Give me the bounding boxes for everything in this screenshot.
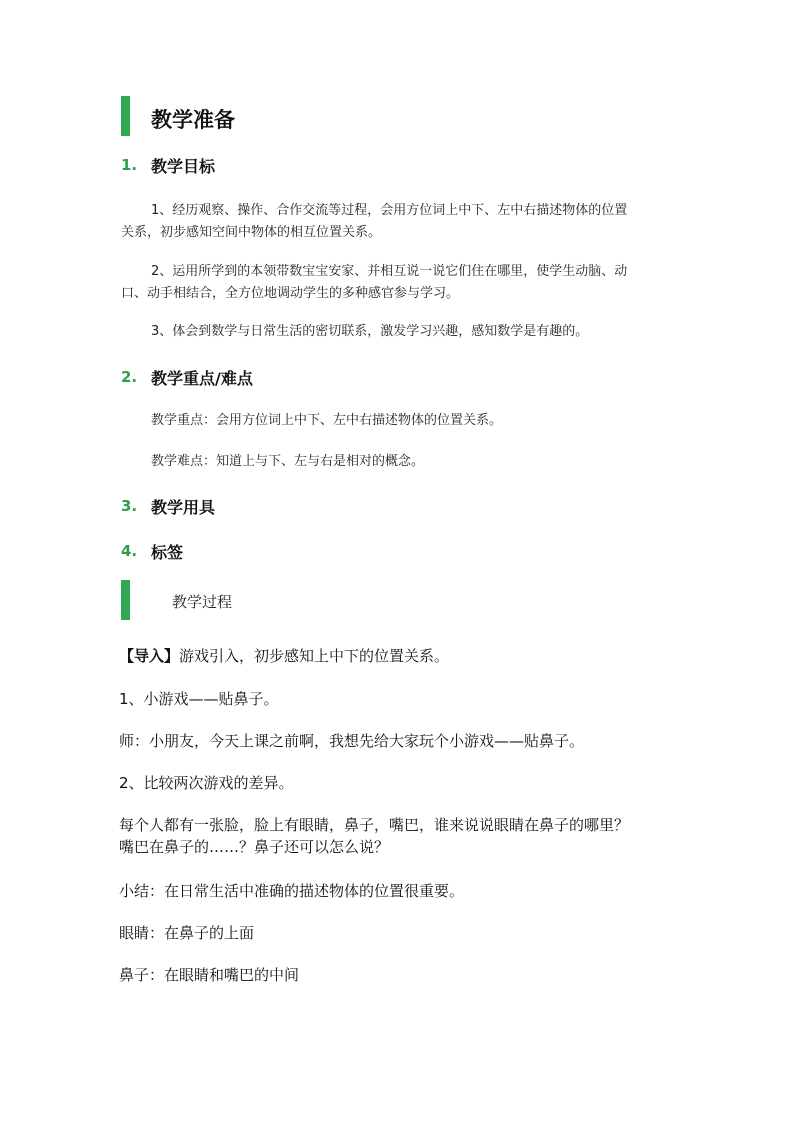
item-number: 3. bbox=[121, 497, 138, 515]
process-line: 师：小朋友，今天上课之前啊，我想先给大家玩个小游戏——贴鼻子。 bbox=[119, 732, 585, 750]
intro-line bbox=[119, 645, 449, 666]
objective-line: 关系，初步感知空间中物体的相互位置关系。 bbox=[121, 225, 382, 240]
process-line: 2、比较两次游戏的差异。 bbox=[119, 774, 294, 792]
item-title-keypoints: 教学重点/难点 bbox=[151, 369, 253, 388]
intro-label: 【导入】 bbox=[119, 647, 180, 665]
process-line: 眼睛：在鼻子的上面 bbox=[119, 924, 255, 942]
objective-line: 口、动手相结合，全方位地调动学生的多种感官参与学习。 bbox=[121, 286, 460, 301]
item-title-tools: 教学用具 bbox=[151, 498, 216, 517]
item-number: 4. bbox=[121, 542, 138, 560]
objective-line: 3、体会到数学与日常生活的密切联系，激发学习兴趣，感知数学是有趣的。 bbox=[151, 324, 589, 339]
section-accent-bar bbox=[121, 96, 130, 136]
item-title-objectives: 教学目标 bbox=[151, 157, 216, 176]
process-line: 嘴巴在鼻子的……？鼻子还可以怎么说？ bbox=[119, 838, 390, 856]
objective-line: 1、经历观察、操作、合作交流等过程，会用方位词上中下、左中右描述物体的位置 bbox=[151, 203, 628, 218]
process-line: 每个人都有一张脸，脸上有眼睛，鼻子，嘴巴，谁来说说眼睛在鼻子的哪里？ bbox=[119, 816, 630, 834]
section-title-process: 教学过程 bbox=[172, 593, 233, 611]
section-title-preparation: 教学准备 bbox=[151, 108, 235, 132]
item-number: 2. bbox=[121, 368, 138, 386]
process-line: 鼻子：在眼睛和嘴巴的中间 bbox=[119, 966, 300, 984]
key-point-text: 教学重点：会用方位词上中下、左中右描述物体的位置关系。 bbox=[151, 413, 503, 428]
section-accent-bar bbox=[121, 580, 130, 620]
process-line: 小结：在日常生活中准确的描述物体的位置很重要。 bbox=[119, 882, 465, 900]
difficulty-text: 教学难点：知道上与下、左与右是相对的概念。 bbox=[151, 454, 425, 469]
objective-line: 2、运用所学到的本领带数宝宝安家、并相互说一说它们住在哪里，使学生动脑、动 bbox=[151, 264, 628, 279]
process-line: 1、小游戏——贴鼻子。 bbox=[119, 690, 279, 708]
item-title-tags: 标签 bbox=[151, 543, 184, 562]
item-number: 1. bbox=[121, 156, 138, 174]
intro-text: 游戏引入，初步感知上中下的位置关系。 bbox=[179, 647, 450, 665]
